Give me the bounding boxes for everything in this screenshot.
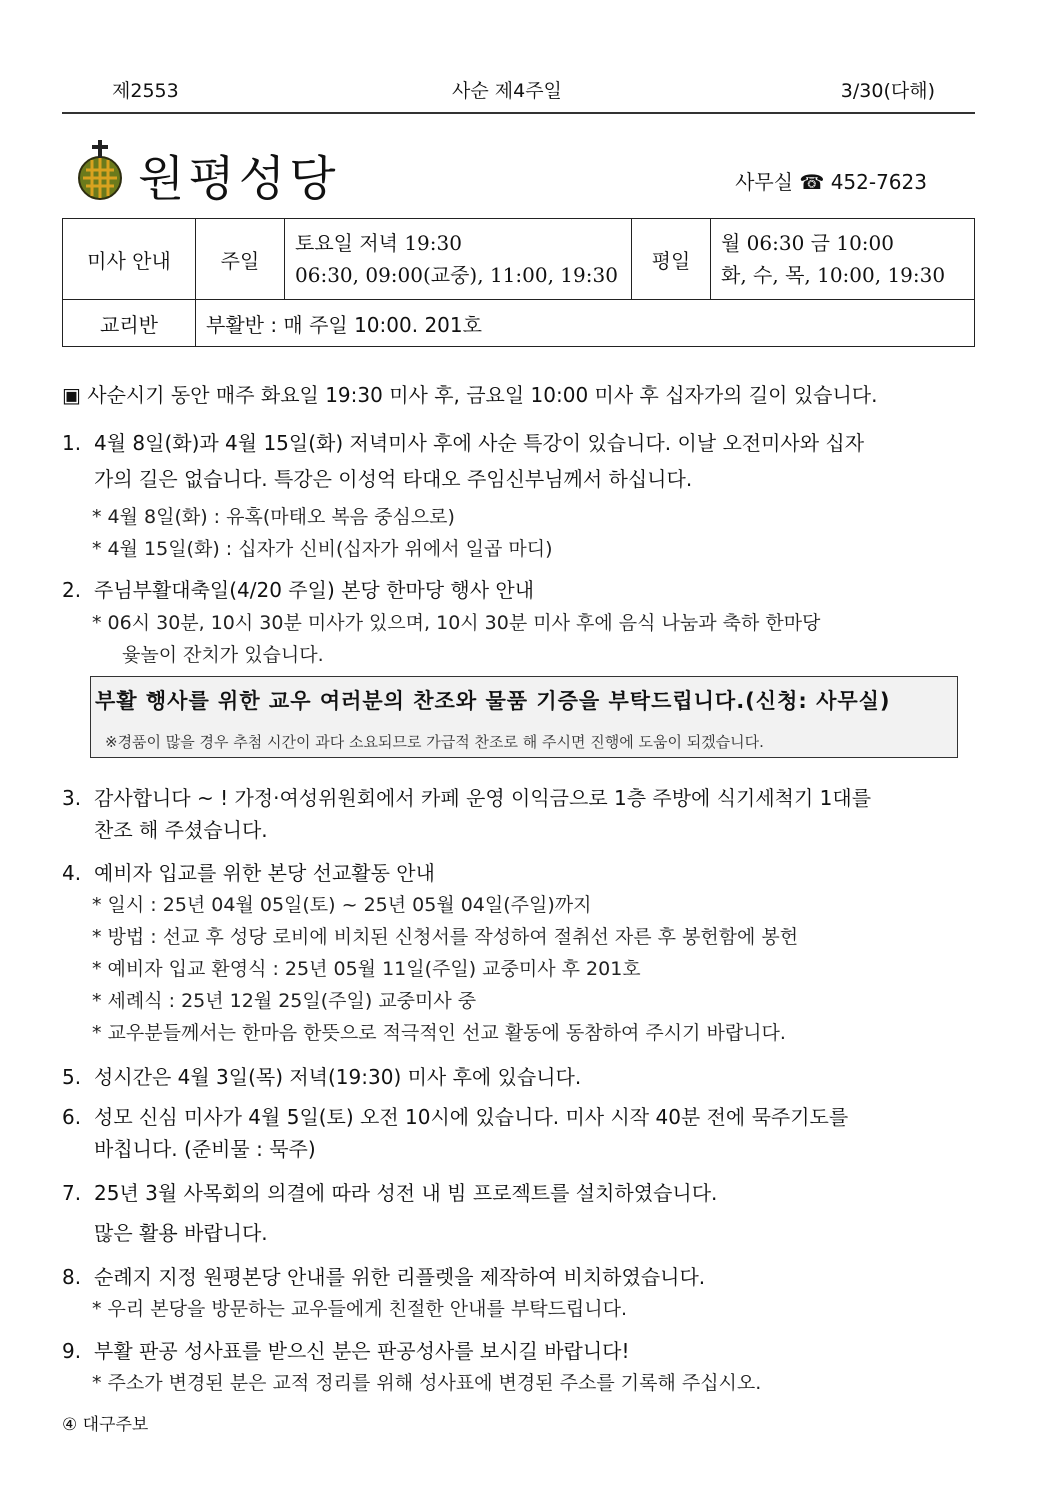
mass-label: 미사 안내	[63, 219, 196, 300]
item-text: 예비자 입교를 위한 본당 선교활동 안내	[94, 861, 435, 885]
donation-request-text: 부활 행사를 위한 교우 여러분의 찬조와 물품 기증을 부탁드립니다.(신청: 사무실)	[95, 689, 891, 713]
item-text-cont: 가의 길은 없습니다. 특강은 이성억 타대오 주임신부님께서 하십니다.	[94, 467, 693, 491]
item-9	[62, 1336, 975, 1366]
church-name: 원평성당	[138, 151, 340, 207]
sunday-times-line1: 토요일 저녁 19:30	[295, 231, 462, 255]
sub-item: * 예비자 입교 환영식 : 25년 05월 11일(주일) 교중미사 후 201호	[92, 958, 641, 980]
sub-item: * 교우분들께서는 한마음 한뜻으로 적극적인 선교 활동에 동참하여 주시기 바랍니다.	[92, 1022, 786, 1044]
item-number: 9.	[62, 1339, 82, 1363]
issue-number: 제2553	[112, 80, 179, 102]
item-text: 성모 신심 미사가 4월 5일(토) 오전 10시에 있습니다. 미사 시작 40분 전에 묵주기도를	[94, 1105, 849, 1129]
sub-item: * 4월 15일(화) : 십자가 신비(십자가 위에서 일곱 마디)	[92, 538, 553, 560]
donation-request-box	[90, 676, 958, 758]
item-text: 4월 8일(화)과 4월 15일(화) 저녁미사 후에 사순 특강이 있습니다. 이날 오전미사와 십자	[94, 431, 865, 455]
weekday-times-line1: 월 06:30 금 10:00	[721, 231, 894, 255]
item-7	[62, 1178, 975, 1208]
bulletin-date: 3/30(다해)	[840, 80, 935, 102]
weekday-times-line2: 화, 수, 목, 10:00, 19:30	[721, 263, 946, 287]
sub-item: * 방법 : 선교 후 성당 로비에 비치된 신청서를 작성하여 절취선 자른 후 봉헌함에 봉헌	[92, 926, 799, 948]
sub-item: * 일시 : 25년 04월 05일(토) ~ 25년 05월 04일(주일)까지	[92, 894, 592, 916]
catechism-label: 교리반	[63, 300, 196, 347]
item-number: 7.	[62, 1181, 82, 1205]
item-text: 25년 3월 사목회의 의결에 따라 성전 내 빔 프로젝트를 설치하였습니다.	[94, 1181, 718, 1205]
sunday-times-line2: 06:30, 09:00(교중), 11:00, 19:30	[295, 263, 618, 287]
sub-item-cont: 윷놀이 잔치가 있습니다.	[122, 644, 324, 666]
item-number: 5.	[62, 1065, 82, 1089]
bulletin-header	[62, 72, 975, 114]
item-text: 감사합니다 ~ ! 가정·여성위원회에서 카페 운영 이익금으로 1층 주방에 식기세척기 1대를	[94, 786, 872, 810]
donation-request-note: ※경품이 많을 경우 추첨 시간이 과다 소요되므로 가급적 찬조로 해 주시면 진행에 도움이 되겠습니다.	[105, 733, 764, 751]
title-row	[70, 140, 975, 210]
item-text-cont: 찬조 해 주셨습니다.	[94, 818, 268, 842]
catechism-value: 부활반 : 매 주일 10:00. 201호	[196, 300, 975, 347]
item-8	[62, 1262, 975, 1292]
item-text: 주님부활대축일(4/20 주일) 본당 한마당 행사 안내	[94, 578, 535, 602]
item-4	[62, 858, 975, 888]
sunday-label: 주일	[196, 219, 285, 300]
footer-page-label: ④ 대구주보	[62, 1415, 149, 1435]
liturgical-week: 사순 제4주일	[452, 80, 562, 102]
mass-schedule-table	[62, 218, 975, 347]
sub-item: * 우리 본당을 방문하는 교우들에게 친절한 안내를 부탁드립니다.	[92, 1298, 628, 1320]
church-cross-logo-icon	[70, 140, 130, 200]
sub-item: * 주소가 변경된 분은 교적 정리를 위해 성사표에 변경된 주소를 기록해 주십시오.	[92, 1372, 762, 1394]
item-number: 6.	[62, 1105, 82, 1129]
item-6	[62, 1102, 975, 1132]
item-number: 1.	[62, 431, 82, 455]
sub-item: * 세례식 : 25년 12월 25일(주일) 교중미사 중	[92, 990, 477, 1012]
item-text: 성시간은 4월 3일(목) 저녁(19:30) 미사 후에 있습니다.	[94, 1065, 582, 1089]
item-text-cont: 바칩니다. (준비물 : 묵주)	[94, 1137, 316, 1161]
office-phone: 사무실 ☎ 452-7623	[735, 170, 927, 194]
weekday-label: 평일	[632, 219, 711, 300]
sunday-times	[285, 219, 632, 300]
item-1	[62, 428, 975, 458]
item-3	[62, 783, 975, 813]
item-5	[62, 1062, 975, 1092]
item-2	[62, 575, 975, 605]
sub-item: * 06시 30분, 10시 30분 미사가 있으며, 10시 30분 미사 후에 음식 나눔과 축하 한마당	[92, 612, 821, 634]
item-number: 3.	[62, 786, 82, 810]
item-number: 8.	[62, 1265, 82, 1289]
item-number: 2.	[62, 578, 82, 602]
item-text: 순례지 지정 원평본당 안내를 위한 리플렛을 제작하여 비치하였습니다.	[94, 1265, 706, 1289]
item-text: 부활 판공 성사표를 받으신 분은 판공성사를 보시길 바랍니다!	[94, 1339, 630, 1363]
lent-notice: ▣ 사순시기 동안 매주 화요일 19:30 미사 후, 금요일 10:00 미사 후 십자가의 길이 있습니다.	[62, 383, 878, 407]
item-text-cont: 많은 활용 바랍니다.	[94, 1221, 268, 1245]
item-number: 4.	[62, 861, 82, 885]
sub-item: * 4월 8일(화) : 유혹(마태오 복음 중심으로)	[92, 506, 455, 528]
weekday-times	[711, 219, 975, 300]
